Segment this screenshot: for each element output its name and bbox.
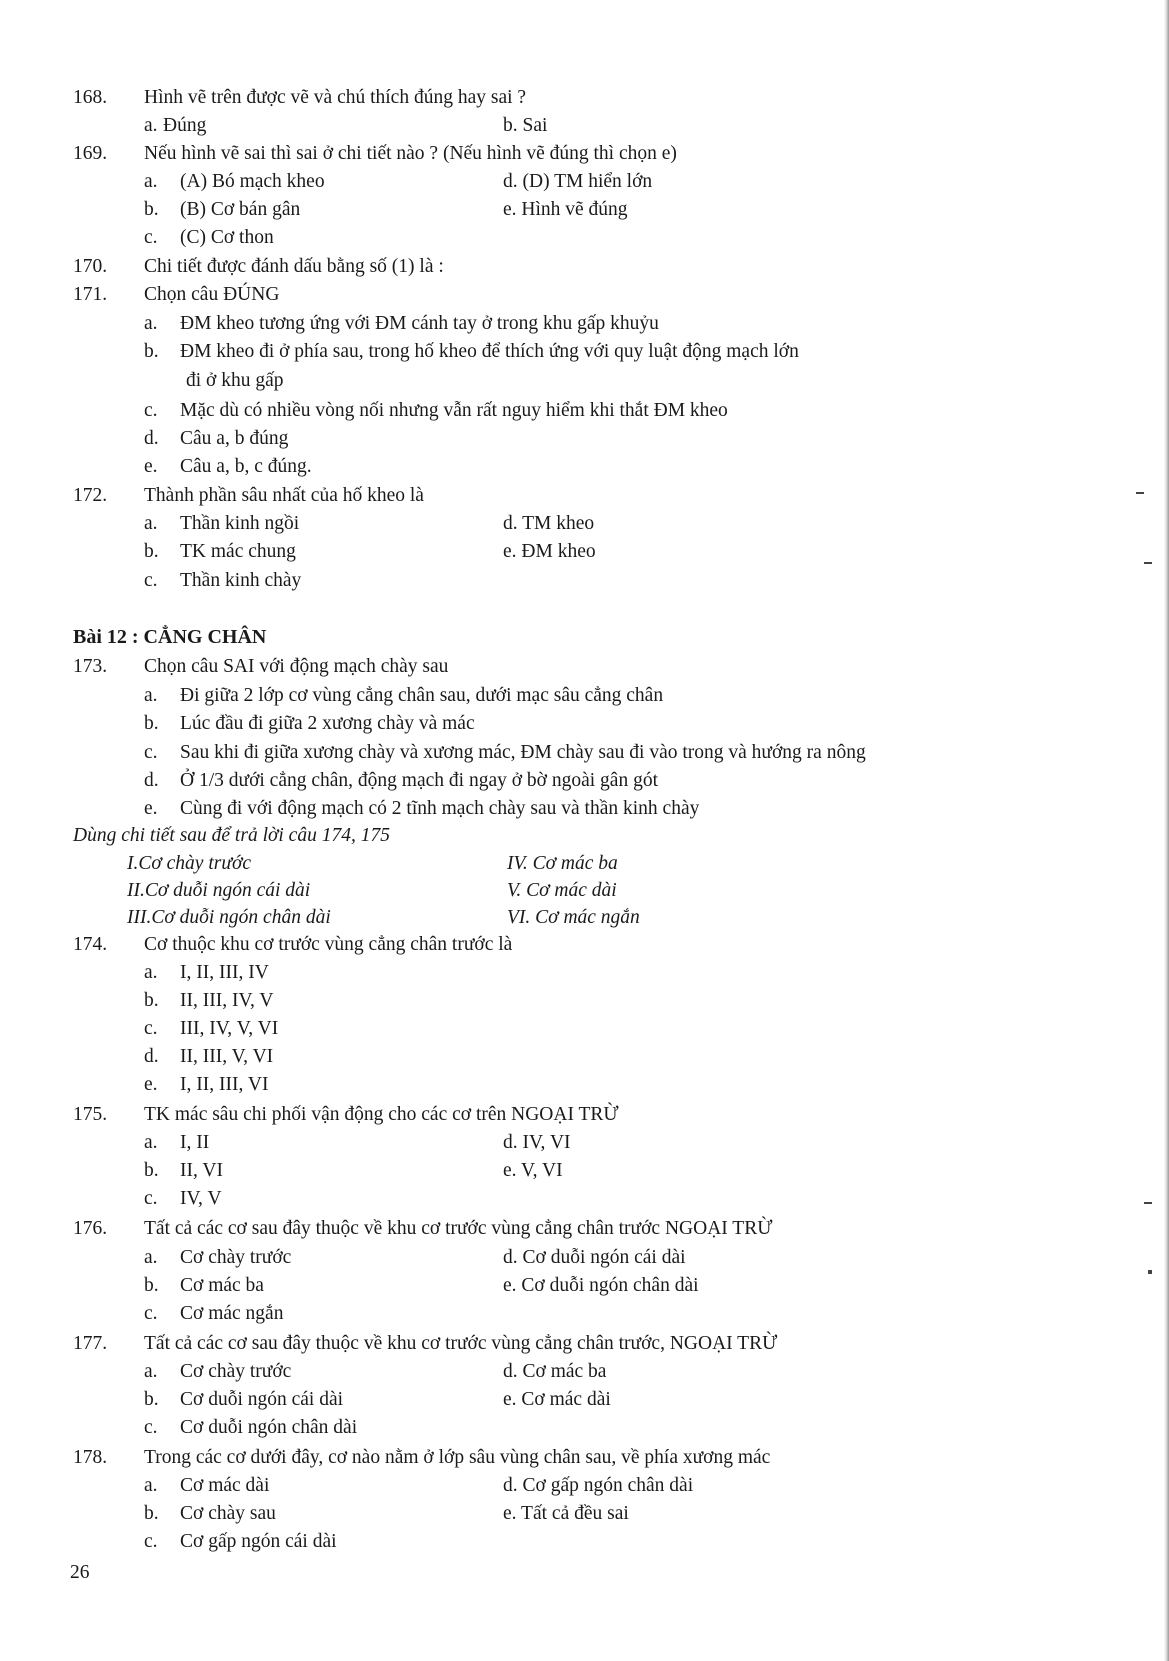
option-label: c. [144, 1303, 158, 1324]
question-text: Tất cả các cơ sau đây thuộc về khu cơ trước vùng cẳng chân trước NGOẠI TRỪ [144, 1218, 773, 1239]
question-number: 176. [73, 1218, 108, 1239]
option-text: d. Cơ duỗi ngón cái dài [503, 1247, 686, 1268]
option-text: ĐM kheo đi ở phía sau, trong hố kheo để thích ứng với quy luật động mạch lớn [180, 341, 799, 362]
item-I: I.Cơ chày trước [127, 853, 252, 874]
page-number: 26 [70, 1562, 90, 1583]
option-text-continued: đi ở khu gấp [186, 370, 284, 391]
option-text: e. V, VI [503, 1160, 563, 1181]
option-label: a. [144, 1247, 158, 1268]
item-III: III.Cơ duỗi ngón chân dài [127, 907, 331, 928]
option-text: Thần kinh chày [180, 570, 302, 591]
item-IV: IV. Cơ mác ba [507, 853, 618, 874]
option-label: b. [144, 199, 159, 220]
option-label: b. [144, 713, 159, 734]
option-label: a. [144, 1475, 158, 1496]
question-text: TK mác sâu chi phối vận động cho các cơ trên NGOẠI TRỪ [144, 1104, 619, 1125]
option-label: d. [144, 770, 159, 791]
option-text: Lúc đầu đi giữa 2 xương chày và mác [180, 713, 475, 734]
option-label: b. [144, 1275, 159, 1296]
option-label: b. [144, 1503, 159, 1524]
option-label: d. [144, 1046, 159, 1067]
scan-mark [1144, 562, 1152, 564]
option-text: (B) Cơ bán gân [180, 199, 301, 220]
option-text: III, IV, V, VI [180, 1018, 279, 1039]
option-label: e. [144, 798, 158, 819]
option-text: I, II [180, 1132, 210, 1153]
option-label: e. [144, 456, 158, 477]
option-text: d. TM kheo [503, 513, 595, 534]
option-label: b. [144, 990, 159, 1011]
option-text: d. IV, VI [503, 1132, 571, 1153]
question-number: 169. [73, 143, 108, 164]
option-label: b. [144, 1389, 159, 1410]
option-text: Cơ gấp ngón cái dài [180, 1531, 337, 1552]
option-text: ĐM kheo tương ứng với ĐM cánh tay ở trong khu gấp khuỷu [180, 313, 659, 334]
option-text: Ở 1/3 dưới cẳng chân, động mạch đi ngay ở bờ ngoài gân gót [180, 770, 658, 791]
option-text: Cơ mác ngắn [180, 1303, 284, 1324]
option-label: a. [144, 313, 158, 334]
option-label: a. [144, 685, 158, 706]
option-text: Cùng đi với động mạch có 2 tĩnh mạch chày sau và thần kinh chày [180, 798, 700, 819]
option-label: c. [144, 227, 158, 248]
option-label: b. [144, 541, 159, 562]
option-text: e. ĐM kheo [503, 541, 596, 562]
option-label: c. [144, 1018, 158, 1039]
question-number: 171. [73, 284, 108, 305]
option-text: Cơ chày trước [180, 1247, 292, 1268]
scan-mark [1148, 1270, 1152, 1274]
option-text: Cơ mác ba [180, 1275, 264, 1296]
item-VI: VI. Cơ mác ngắn [507, 907, 640, 928]
question-text: Chi tiết được đánh dấu bằng số (1) là : [144, 256, 444, 277]
question-text: Tất cả các cơ sau đây thuộc về khu cơ trước vùng cẳng chân trước, NGOẠI TRỪ [144, 1333, 778, 1354]
question-text: Thành phần sâu nhất của hố kheo là [144, 485, 424, 506]
question-number: 168. [73, 87, 108, 108]
option-text: (C) Cơ thon [180, 227, 274, 248]
option-text: IV, V [180, 1188, 222, 1209]
item-II: II.Cơ duỗi ngón cái dài [127, 880, 311, 901]
question-text: Hình vẽ trên được vẽ và chú thích đúng hay sai ? [144, 87, 527, 108]
option-text: Mặc dù có nhiều vòng nối nhưng vẫn rất nguy hiểm khi thắt ĐM kheo [180, 400, 728, 421]
option-text: TK mác chung [180, 541, 296, 562]
option-text: Đi giữa 2 lớp cơ vùng cẳng chân sau, dưới mạc sâu cẳng chân [180, 685, 664, 706]
option-label: a. [144, 1361, 158, 1382]
question-number: 178. [73, 1447, 108, 1468]
question-number: 172. [73, 485, 108, 506]
option-text: d. Cơ mác ba [503, 1361, 607, 1382]
option-label: b. [144, 1160, 159, 1181]
question-number: 170. [73, 256, 108, 277]
option-text: d. Cơ gấp ngón chân dài [503, 1475, 694, 1496]
option-text: Cơ duỗi ngón chân dài [180, 1417, 358, 1438]
option-text: Câu a, b, c đúng. [180, 456, 312, 477]
option-label: c. [144, 1531, 158, 1552]
option-label: c. [144, 570, 158, 591]
option-text: e. Cơ mác dài [503, 1389, 611, 1410]
option-text: (A) Bó mạch kheo [180, 171, 325, 192]
option-label: a. [144, 1132, 158, 1153]
option-label: c. [144, 400, 158, 421]
option-label: c. [144, 742, 158, 763]
option-text: II, III, V, VI [180, 1046, 274, 1067]
question-text: Chọn câu ĐÚNG [144, 284, 280, 305]
option-label: a. [144, 115, 158, 136]
option-text: e. Tất cả đều sai [503, 1503, 629, 1524]
question-text: Cơ thuộc khu cơ trước vùng cẳng chân trước là [144, 934, 513, 955]
option-text: Sau khi đi giữa xương chày và xương mác, ĐM chày sau đi vào trong và hướng ra nông [180, 742, 866, 763]
option-label: d. [144, 428, 159, 449]
question-number: 174. [73, 934, 108, 955]
option-text: I, II, III, VI [180, 1074, 269, 1095]
option-label: b. [144, 341, 159, 362]
section-heading: Bài 12 : CẲNG CHÂN [73, 626, 267, 648]
option-text: Cơ chày trước [180, 1361, 292, 1382]
option-text: b. Sai [503, 115, 548, 136]
question-number: 173. [73, 656, 108, 677]
option-text: Cơ mác dài [180, 1475, 270, 1496]
option-text: Cơ chày sau [180, 1503, 276, 1524]
option-text: I, II, III, IV [180, 962, 269, 983]
option-label: a. [144, 513, 158, 534]
option-text: II, VI [180, 1160, 223, 1181]
question-number: 177. [73, 1333, 108, 1354]
option-text: e. Cơ duỗi ngón chân dài [503, 1275, 699, 1296]
option-text: d. (D) TM hiển lớn [503, 171, 653, 192]
option-text: Thần kinh ngồi [180, 513, 300, 534]
option-label: c. [144, 1188, 158, 1209]
scan-mark [1136, 492, 1144, 494]
option-text: Đúng [163, 115, 207, 136]
question-text: Trong các cơ dưới đây, cơ nào nằm ở lớp sâu vùng chân sau, về phía xương mác [144, 1447, 771, 1468]
question-number: 175. [73, 1104, 108, 1125]
option-label: a. [144, 171, 158, 192]
option-text: II, III, IV, V [180, 990, 274, 1011]
option-label: a. [144, 962, 158, 983]
question-text: Chọn câu SAI với động mạch chày sau [144, 656, 449, 677]
option-text: e. Hình vẽ đúng [503, 199, 628, 220]
option-label: e. [144, 1074, 158, 1095]
option-text: Cơ duỗi ngón cái dài [180, 1389, 344, 1410]
option-label: c. [144, 1417, 158, 1438]
question-text: Nếu hình vẽ sai thì sai ở chi tiết nào ? (Nếu hình vẽ đúng thì chọn e) [144, 143, 677, 164]
scan-edge-shadow [1164, 0, 1169, 1661]
instruction-text: Dùng chi tiết sau để trả lời câu 174, 175 [73, 825, 390, 846]
scan-mark [1144, 1202, 1152, 1204]
option-text: Câu a, b đúng [180, 428, 289, 449]
item-V: V. Cơ mác dài [507, 880, 617, 901]
